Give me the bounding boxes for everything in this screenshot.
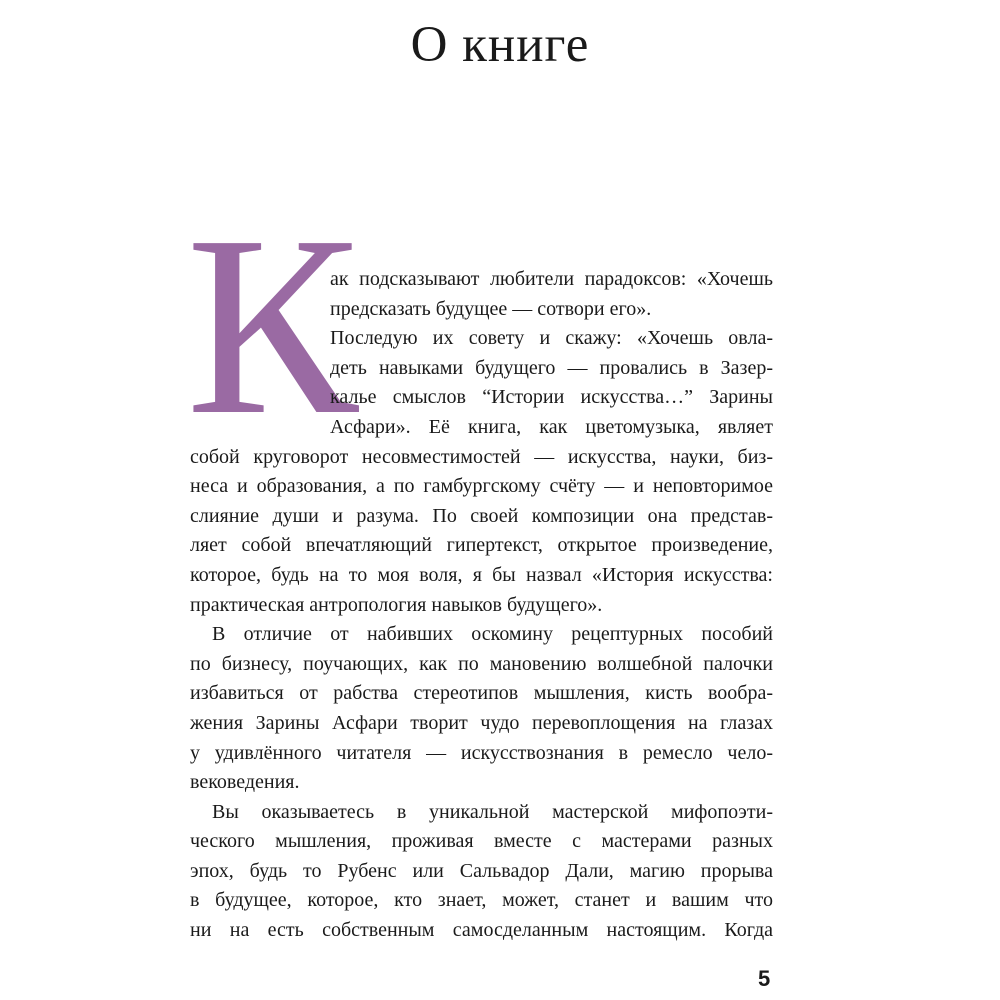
text-line: практическая антропология навыков будущего». — [190, 593, 603, 616]
text-line: эпох, будь то Рубенс или Сальвадор Дали, магию прорыва — [190, 859, 773, 882]
text-line: в будущее, которое, кто знает, может, станет и вашим что — [190, 889, 773, 912]
text-line: предсказать будущее — сотвори его». — [330, 297, 652, 320]
text-line: Вы оказываетесь в уникальной мастерской мифопоэти- — [212, 800, 773, 823]
text-line: В отличие от набивших оскомину рецептурных пособий — [212, 623, 773, 646]
text-line: Последую их совету и скажу: «Хочешь овла- — [330, 327, 773, 350]
text-line: калье смыслов “Истории искусства…” Зарины — [330, 386, 773, 409]
drop-cap-letter: К — [186, 182, 359, 468]
text-line: ческого мышления, проживая вместе с мастерами разных — [190, 830, 773, 853]
text-line: у удивлённого читателя — искусствознания в ремесло чело- — [190, 741, 773, 764]
text-line: ак подсказывают любители парадоксов: «Хочешь — [330, 268, 773, 290]
page-title: О книге — [410, 17, 590, 73]
text-line: Асфари». Её книга, как цветомузыка, являет — [330, 415, 773, 438]
page-number: 5 — [758, 966, 771, 991]
text-line: вековедения. — [190, 771, 300, 794]
text-line: ни на есть собственным самосделанным настоящим. Когда — [190, 919, 773, 942]
text-line: деть навыками будущего — провались в Зазер- — [330, 356, 773, 379]
text-line: избавиться от рабства стереотипов мышления, кисть вообра- — [190, 682, 773, 705]
text-line: по бизнесу, поучающих, как по мановению волшебной палочки — [190, 652, 773, 675]
text-line: жения Зарины Асфари творит чудо перевоплощения на глазах — [190, 711, 773, 734]
text-line: собой круговорот несовместимостей — искусства, науки, биз- — [190, 445, 773, 468]
text-line: которое, будь на то моя воля, я бы назвал «История искусства: — [190, 563, 773, 586]
text-line: неса и образования, а по гамбургскому счёту — и неповторимое — [190, 475, 773, 498]
text-line: слияние души и разума. По своей композиции она представ- — [190, 504, 773, 527]
body-text — [190, 265, 773, 946]
text-line: ляет собой впечатляющий гипертекст, открытое произведение, — [190, 534, 773, 557]
